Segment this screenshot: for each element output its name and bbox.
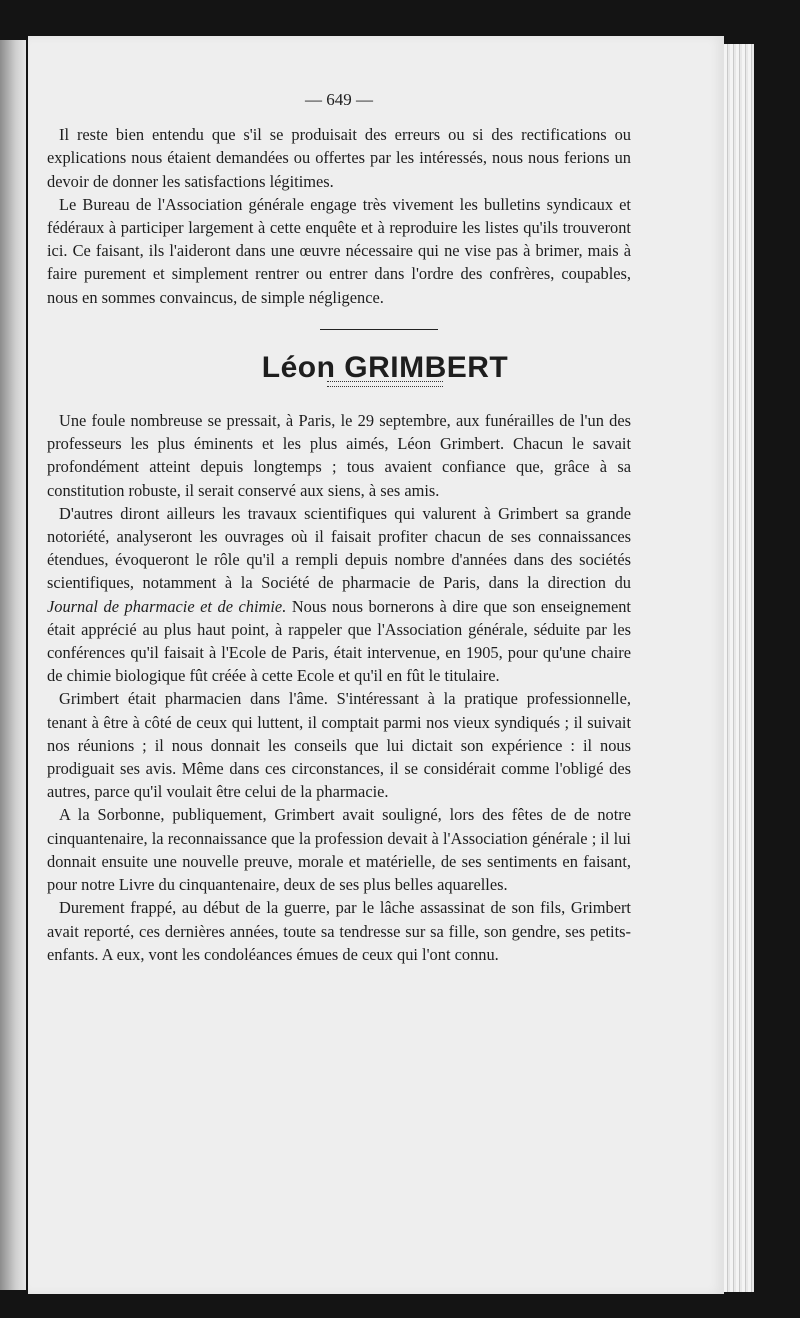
paragraph-2-text-b: Nous nous bornerons à dire que son enseignement était apprécié au plus haut point, à rappeler que l'Association générale, séduite par les conférences qu'il faisait à l'Ecole de Paris, était intervenue, en 1905, pour qu'une chaire de chimie biologique fût créée à cette Ecole et qu'il en fût le titulaire.	[47, 596, 631, 686]
journal-title: Journal de pharmacie et de chimie.	[47, 596, 287, 616]
article-paragraph-5: Durement frappé, au début de la guerre, par le lâche assassinat de son fils, Grimbert avait reporté, ces dernières années, toute sa tendresse sur sa fille, son gendre, ses petits-enfants. A eux, vont les condoléances émues de ceux qui l'ont connu.	[47, 898, 631, 964]
article-paragraph-3: Grimbert était pharmacien dans l'âme. S'intéressant à la pratique professionnelle, tenant à être à côté de ceux qui luttent, il comptait parmi nos vieux syndiqués ; il suivait nos réunions ; il nous donnait les conseils que lui dictait son expérience : il nous prodiguait ses avis. Même dans ces circonstances, il se considérait comme l'obligé des autres, parce qu'il voulait être celui de la pharmacie.	[47, 689, 631, 802]
section-divider	[320, 329, 438, 330]
article-paragraph-2	[47, 502, 631, 688]
article-paragraph-1: Une foule nombreuse se pressait, à Paris, le 29 septembre, aux funérailles de l'un des professeurs les plus éminents et les plus aimés, Léon Grimbert. Chacun le savait profondément atteint depuis longtemps ; tous avaient confiance que, grâce à sa constitution robuste, il serait conservé aux siens, à ses amis.	[47, 411, 631, 500]
paragraph-2-text-a: D'autres diront ailleurs les travaux scientifiques qui valurent à Grimbert sa grande notoriété, analyseront les ouvrages où il faisait profiter chacun de ses connaissances étendues, évoqueront le rôle qu'il a rempli depuis nombre d'années dans des sociétés scientifiques, notamment à la Société de pharmacie de Paris, dans la direction du	[47, 503, 631, 593]
page-stack-edge	[724, 44, 754, 1292]
intro-paragraph-1: Il reste bien entendu que s'il se produisait des erreurs ou si des rectifications ou explications nous étaient demandées ou offertes par les intéressés, nous nous ferions un devoir de donner les satisfactions légitimes.	[47, 125, 631, 191]
intro-paragraph-2: Le Bureau de l'Association générale engage très vivement les bulletins syndicaux et fédéraux à participer largement à cette enquête et à reproduire les listes qu'ils trouveront ici. Ce faisant, ils l'aideront dans une œuvre nécessaire qui ne vise pas à brimer, mais à faire purement et simplement rentrer ou entrer dans l'ordre des confrères, coupables, nous en sommes convaincus, de simple négligence.	[47, 194, 631, 307]
page-number: — 649 —	[305, 90, 373, 109]
title-underline	[327, 381, 443, 387]
article-paragraph-4: A la Sorbonne, publiquement, Grimbert avait souligné, lors des fêtes de de notre cinquantenaire, la reconnaissance que la profession devait à l'Association générale ; il lui donnait ensuite une nouvelle preuve, morale et matérielle, de ses sentiments en faisant, pour notre Livre du cinquantenaire, deux de ses plus belles aquarelles.	[47, 805, 631, 895]
page-content	[47, 88, 631, 966]
facing-page-edge	[0, 40, 26, 1290]
article-body	[47, 409, 631, 966]
article-title: Léon GRIMBERT	[261, 350, 509, 384]
